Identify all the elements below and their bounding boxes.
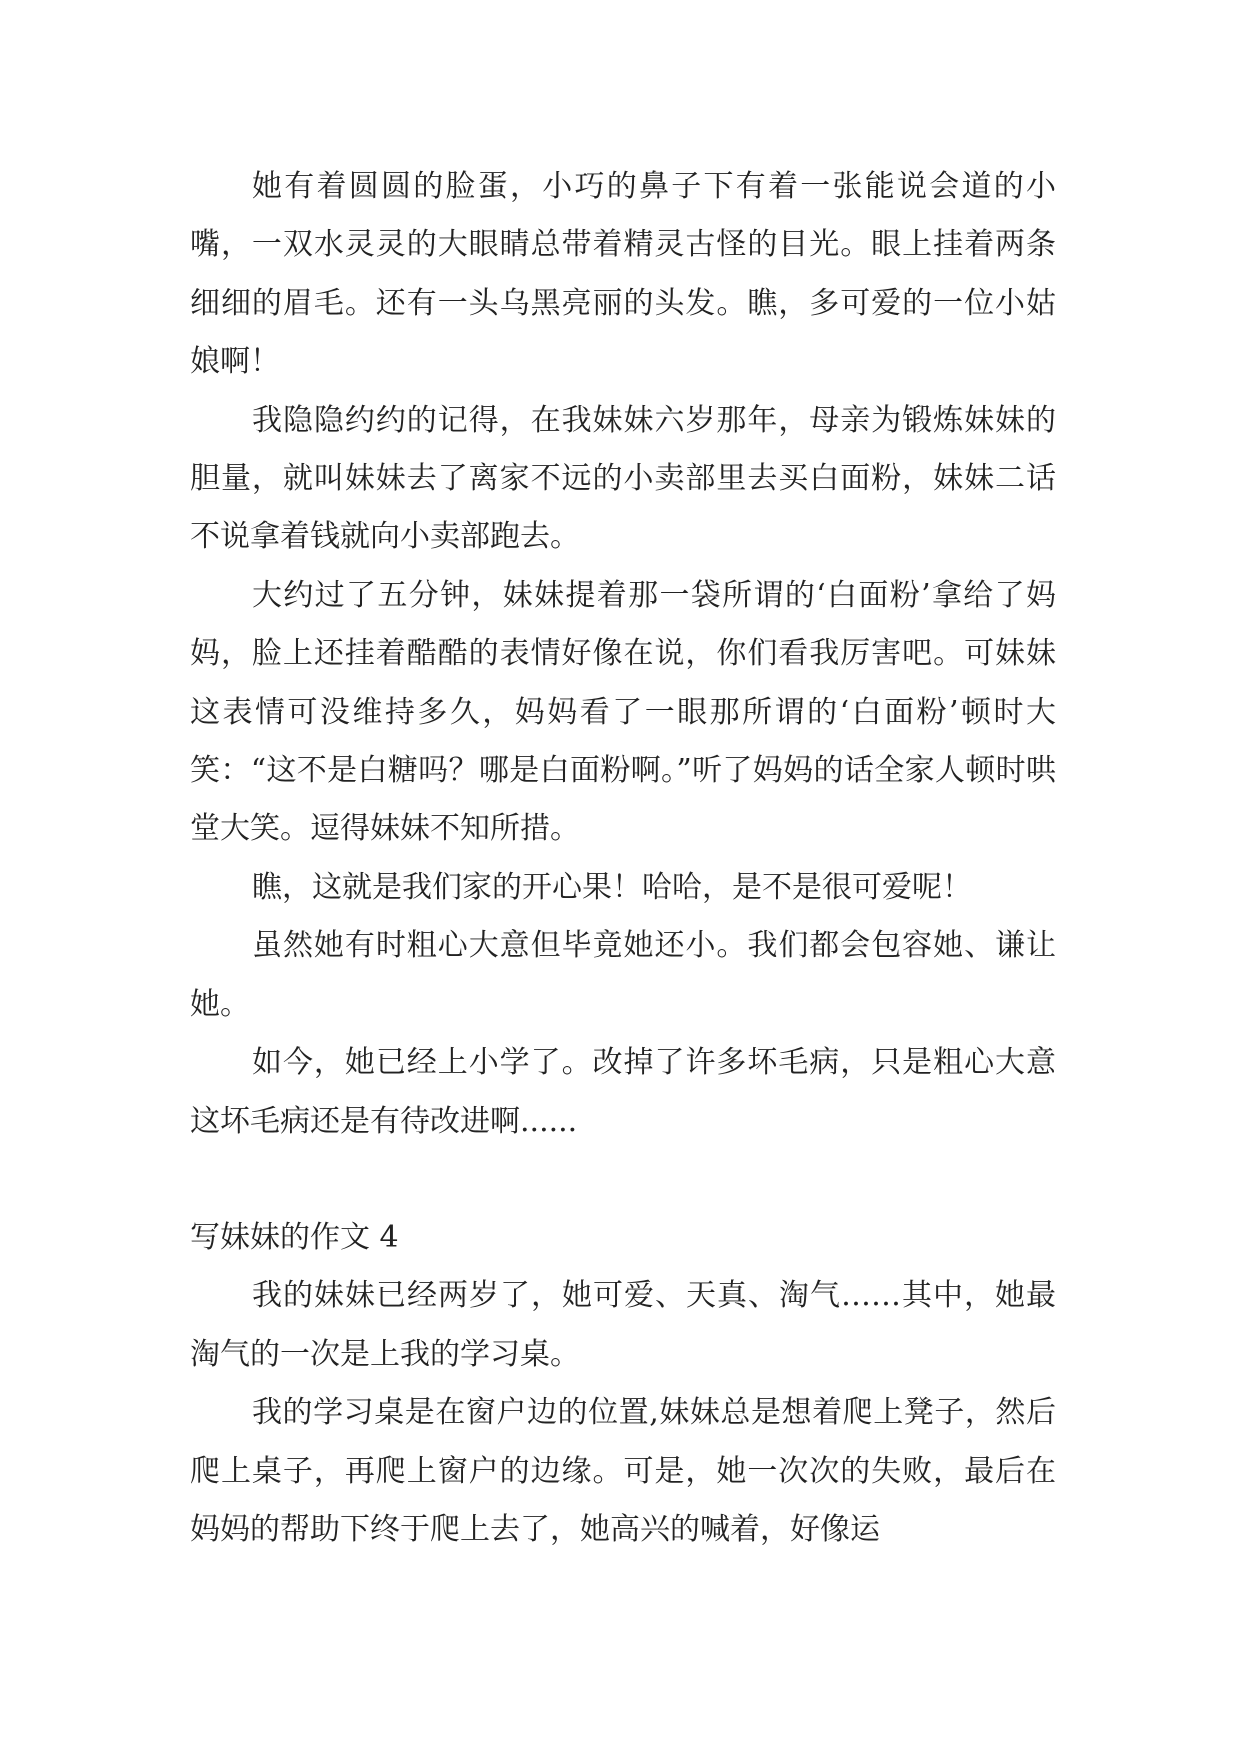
section-title: 写妹妹的作文 4 [190, 1219, 399, 1255]
paragraph-2: 我隐隐约约的记得，在我妹妹六岁那年，母亲为锻炼妹妹的胆量，就叫妹妹去了离家不远的小卖部里去买白面粉，妹妹二话不说拿着钱就向小卖部跑去。 [190, 402, 1056, 555]
paragraph-3: 大约过了五分钟，妹妹提着那一袋所谓的‘白面粉’拿给了妈妈，脸上还挂着酷酷的表情好像在说，你们看我厉害吧。可妹妹这表情可没维持多久，妈妈看了一眼那所谓的‘白面粉’顿时大笑：“这不是白糖吗？哪是白面粉啊。”听了妈妈的话全家人顿时哄堂大笑。逗得妹妹不知所措。 [190, 577, 1056, 847]
paragraph-8: 我的学习桌是在窗户边的位置,妹妹总是想着爬上凳子，然后爬上桌子，再爬上窗户的边缘。可是，她一次次的失败，最后在妈妈的帮助下终于爬上去了，她高兴的喊着，好像运 [190, 1395, 1056, 1547]
section-spacer [190, 1151, 1056, 1209]
paragraph-5: 虽然她有时粗心大意但毕竟她还小。我们都会包容她、谦让她。 [190, 928, 1056, 1022]
paragraph-1: 她有着圆圆的脸蛋，小巧的鼻子下有着一张能说会道的小嘴，一双水灵灵的大眼睛总带着精灵古怪的目光。眼上挂着两条细细的眉毛。还有一头乌黑亮丽的头发。瞧，多可爱的一位小姑娘啊！ [190, 169, 1056, 380]
paragraph-7: 我的妹妹已经两岁了，她可爱、天真、淘气……其中，她最淘气的一次是上我的学习桌。 [190, 1278, 1056, 1372]
paragraph-4: 瞧，这就是我们家的开心果！哈哈，是不是很可爱呢！ [252, 869, 972, 905]
document-page [190, 158, 1056, 1559]
paragraph-6: 如今，她已经上小学了。改掉了许多坏毛病，只是粗心大意这坏毛病还是有待改进啊...... [190, 1045, 1056, 1139]
